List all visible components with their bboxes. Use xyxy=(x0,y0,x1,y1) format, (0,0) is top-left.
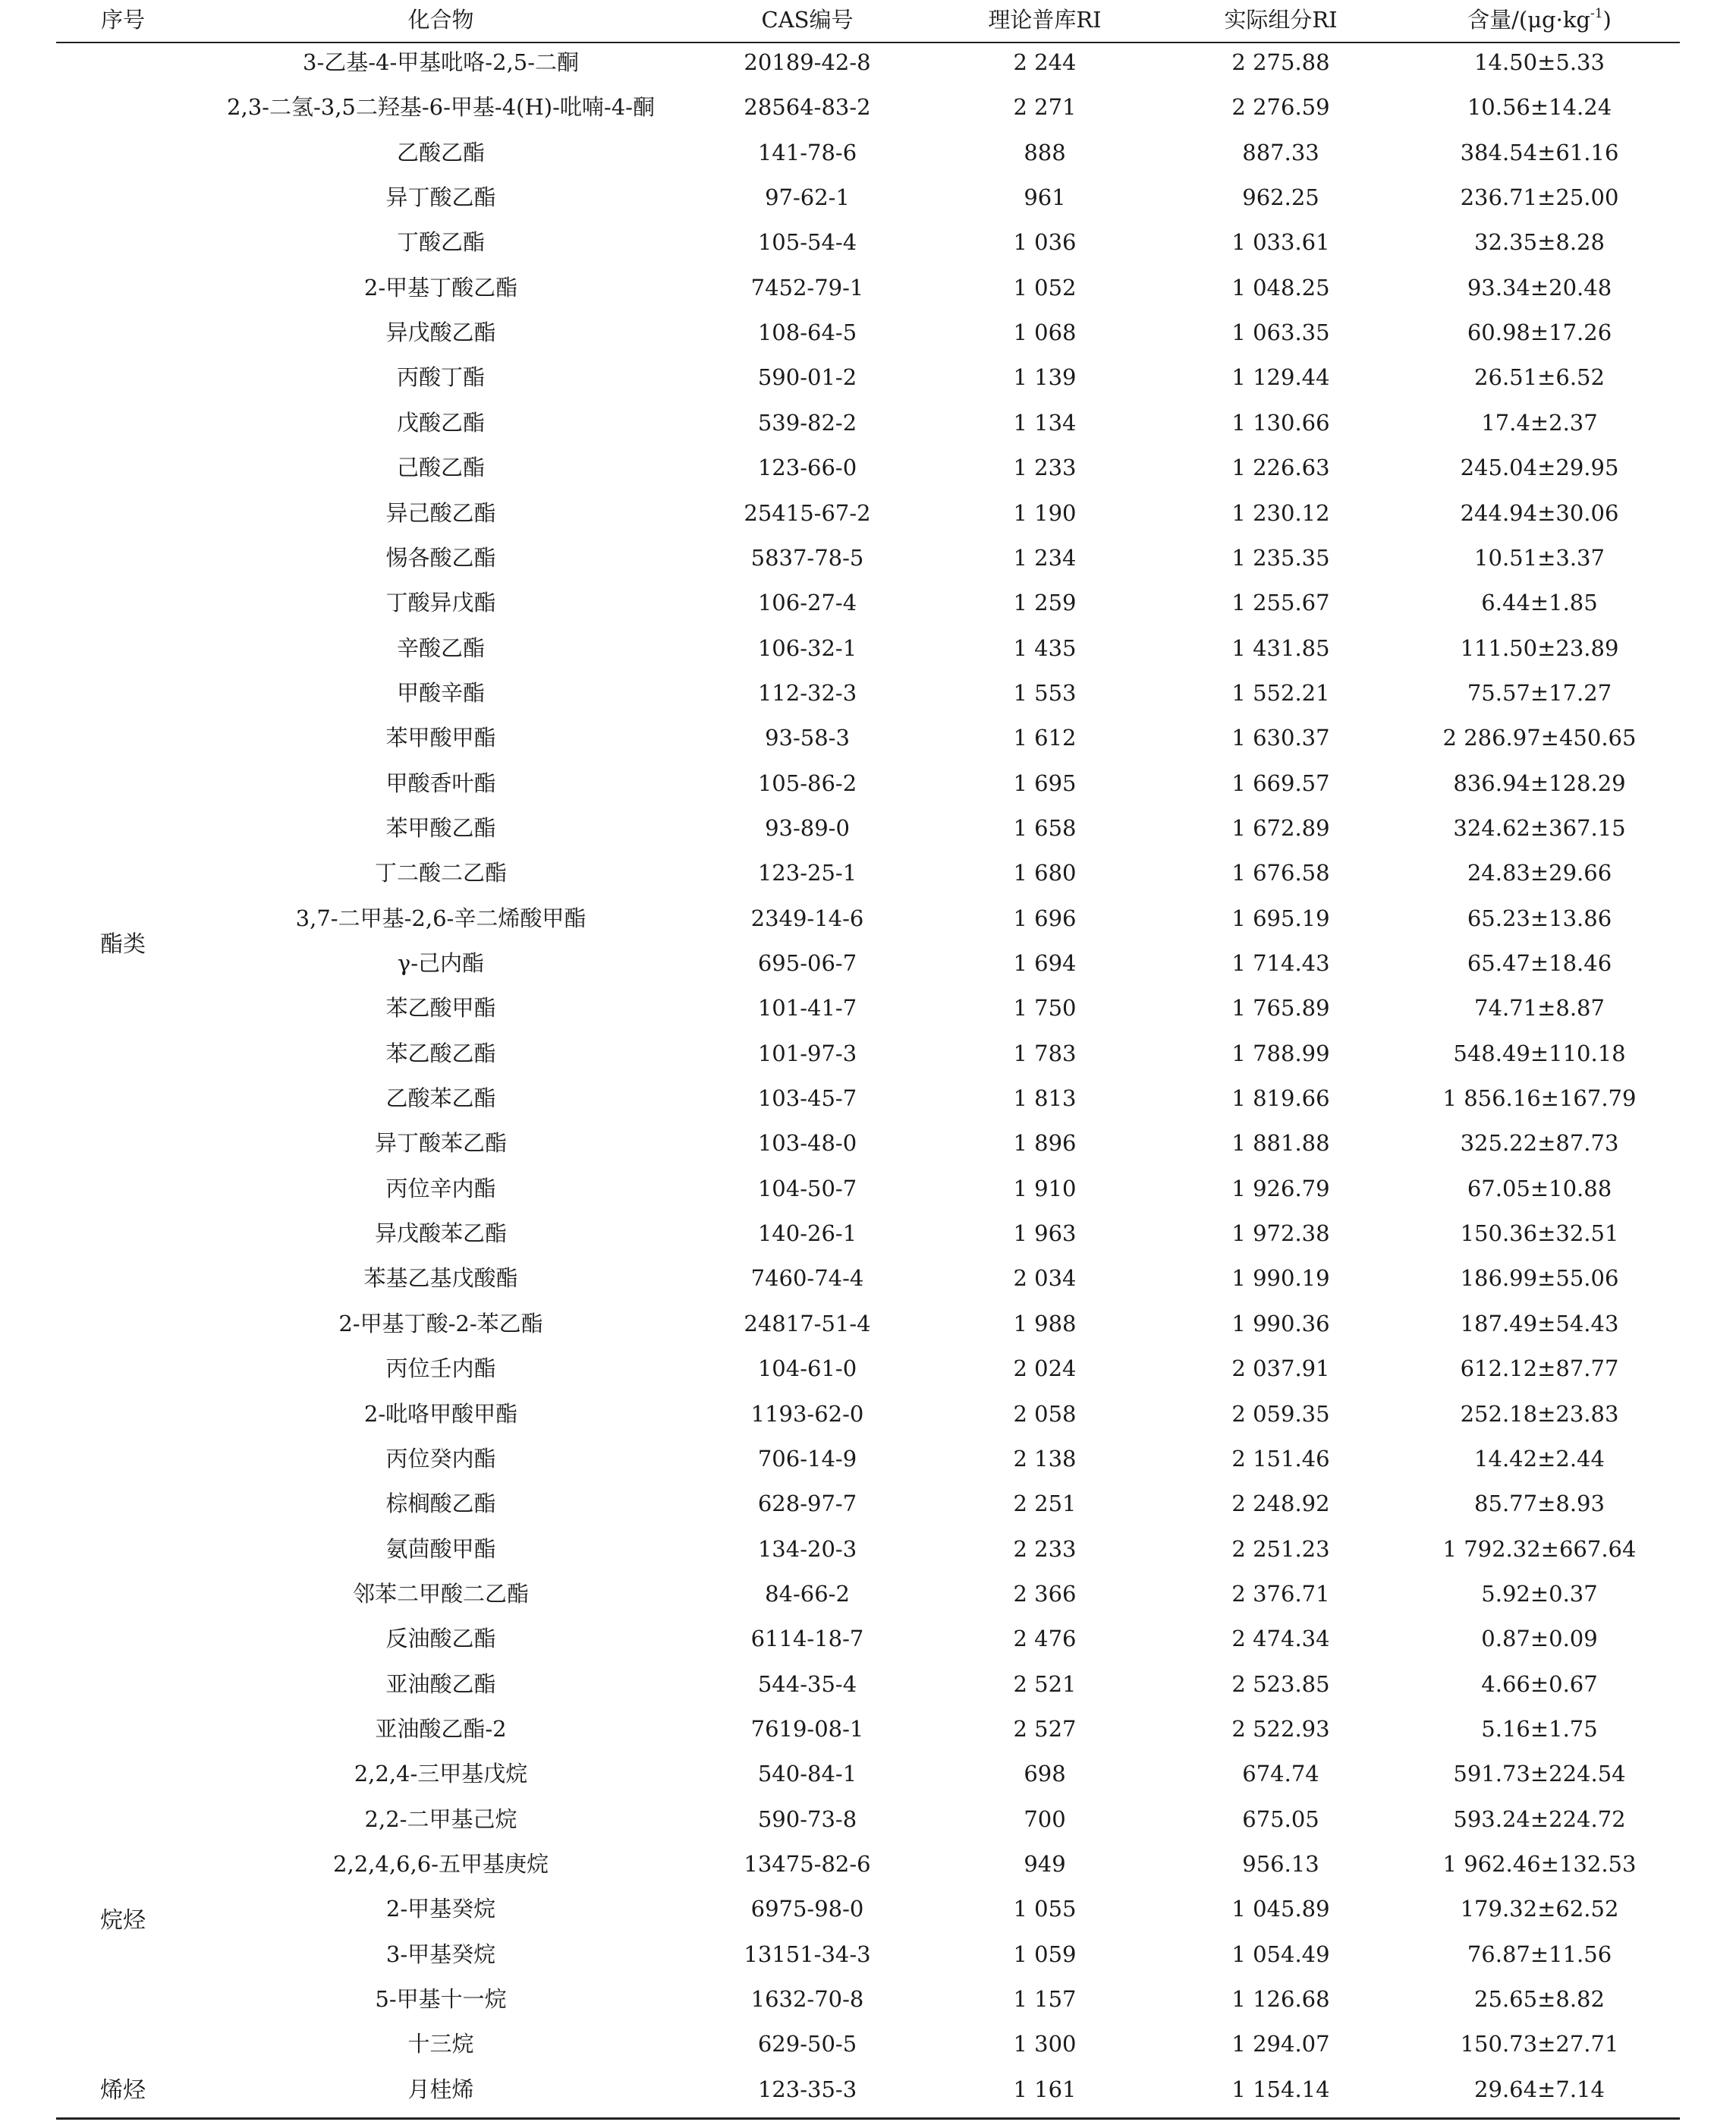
cell-content: 29.64±7.14 xyxy=(1474,2076,1605,2102)
cell-compound: 甲酸香叶酯 xyxy=(385,770,496,796)
cell-ri-meas: 1 033.61 xyxy=(1231,229,1330,255)
cell-cas: 6975-98-0 xyxy=(750,1896,864,1922)
cell-cas: 123-66-0 xyxy=(757,455,857,480)
cell-ri-lib: 1 658 xyxy=(1013,815,1077,841)
cell-compound: 氨茴酸甲酯 xyxy=(385,1536,496,1562)
cell-content: 384.54±61.16 xyxy=(1460,140,1619,165)
cell-ri-lib: 1 036 xyxy=(1013,229,1077,255)
cell-ri-lib: 1 435 xyxy=(1013,635,1077,661)
cell-cas: 106-27-4 xyxy=(757,590,857,615)
cell-ri-meas: 956.13 xyxy=(1242,1851,1319,1877)
cell-compound: 异己酸乙酯 xyxy=(385,500,496,526)
cell-content: 0.87±0.09 xyxy=(1481,1626,1598,1651)
cell-compound: 丙位辛内酯 xyxy=(385,1176,496,1201)
cell-ri-meas: 1 695.19 xyxy=(1231,905,1330,931)
header-seq: 序号 xyxy=(100,7,146,33)
cell-compound: 异戊酸乙酯 xyxy=(385,320,496,345)
cell-cas: 539-82-2 xyxy=(757,410,857,436)
cell-ri-meas: 1 926.79 xyxy=(1231,1176,1330,1201)
cell-ri-meas: 2 275.88 xyxy=(1231,49,1330,75)
cell-cas: 706-14-9 xyxy=(757,1446,857,1472)
cell-ri-lib: 1 963 xyxy=(1013,1220,1077,1246)
cell-ri-lib: 961 xyxy=(1024,184,1066,210)
cell-compound: 丙酸丁酯 xyxy=(396,364,486,390)
cell-compound: 邻苯二甲酸二乙酯 xyxy=(352,1581,530,1607)
cell-ri-meas: 1 226.63 xyxy=(1231,455,1330,480)
cell-compound: 2,3-二氢-3,5二羟基-6-甲基-4(H)-吡喃-4-酮 xyxy=(227,94,655,120)
cell-cas: 7452-79-1 xyxy=(750,275,864,301)
cell-cas: 590-01-2 xyxy=(757,364,857,390)
cell-content: 10.51±3.37 xyxy=(1474,545,1605,571)
cell-cas: 93-89-0 xyxy=(765,815,850,841)
cell-cas: 103-48-0 xyxy=(757,1130,857,1156)
cell-compound: 2-甲基癸烷 xyxy=(385,1896,496,1922)
cell-content: 4.66±0.67 xyxy=(1481,1671,1598,1697)
cell-content: 6.44±1.85 xyxy=(1481,590,1598,615)
cell-ri-meas: 1 235.35 xyxy=(1231,545,1330,571)
cell-cas: 123-25-1 xyxy=(757,860,857,886)
cell-ri-meas: 2 151.46 xyxy=(1231,1446,1330,1472)
cell-content: 612.12±87.77 xyxy=(1460,1355,1619,1381)
cell-cas: 134-20-3 xyxy=(757,1536,857,1562)
cell-ri-meas: 675.05 xyxy=(1242,1806,1319,1832)
group-label-alkanes: 烷烃 xyxy=(100,1907,146,1934)
cell-ri-meas: 1 552.21 xyxy=(1231,680,1330,706)
cell-content: 32.35±8.28 xyxy=(1474,229,1605,255)
cell-content: 65.47±18.46 xyxy=(1467,950,1612,976)
cell-ri-meas: 2 248.92 xyxy=(1231,1491,1330,1516)
cell-cas: 93-58-3 xyxy=(765,725,850,751)
cell-cas: 2349-14-6 xyxy=(750,905,864,931)
cell-ri-lib: 1 059 xyxy=(1013,1941,1077,1967)
cell-compound: 2-甲基丁酸乙酯 xyxy=(363,275,518,301)
cell-ri-meas: 1 819.66 xyxy=(1231,1085,1330,1111)
cell-content: 252.18±23.83 xyxy=(1460,1401,1619,1427)
cell-compound: 异丁酸苯乙酯 xyxy=(374,1130,508,1156)
cell-content: 187.49±54.43 xyxy=(1460,1311,1619,1336)
cell-content: 836.94±128.29 xyxy=(1453,770,1626,796)
cell-cas: 590-73-8 xyxy=(757,1806,857,1832)
cell-content: 93.34±20.48 xyxy=(1467,275,1612,301)
cell-cas: 1193-62-0 xyxy=(750,1401,864,1427)
cell-compound: 月桂烯 xyxy=(407,2076,474,2102)
cell-content: 150.73±27.71 xyxy=(1460,2031,1619,2057)
cell-ri-meas: 1 881.88 xyxy=(1231,1130,1330,1156)
cell-content: 25.65±8.82 xyxy=(1474,1986,1605,2012)
cell-cas: 629-50-5 xyxy=(757,2031,857,2057)
cell-cas: 6114-18-7 xyxy=(750,1626,864,1651)
cell-ri-meas: 887.33 xyxy=(1242,140,1319,165)
cell-compound: 2,2-二甲基己烷 xyxy=(364,1806,517,1832)
cell-ri-lib: 1 052 xyxy=(1013,275,1077,301)
cell-compound: 异戊酸苯乙酯 xyxy=(374,1220,508,1246)
cell-content: 591.73±224.54 xyxy=(1453,1761,1626,1787)
cell-ri-lib: 1 813 xyxy=(1013,1085,1077,1111)
cell-cas: 695-06-7 xyxy=(757,950,857,976)
cell-ri-lib: 2 366 xyxy=(1013,1581,1077,1607)
cell-content: 5.16±1.75 xyxy=(1481,1716,1598,1742)
cell-content: 245.04±29.95 xyxy=(1460,455,1619,480)
cell-compound: 辛酸乙酯 xyxy=(396,635,486,661)
cell-compound: 2,2,4,6,6-五甲基庚烷 xyxy=(333,1851,549,1877)
cell-content: 26.51±6.52 xyxy=(1474,364,1605,390)
cell-content: 179.32±62.52 xyxy=(1460,1896,1619,1922)
cell-ri-meas: 1 230.12 xyxy=(1231,500,1330,526)
cell-content: 74.71±8.87 xyxy=(1474,995,1605,1021)
cell-ri-meas: 1 765.89 xyxy=(1231,995,1330,1021)
cell-ri-lib: 1 553 xyxy=(1013,680,1077,706)
header-ri-measured: 实际组分RI xyxy=(1224,7,1338,33)
cell-ri-meas: 1 990.19 xyxy=(1231,1265,1330,1291)
header-content xyxy=(1467,6,1612,33)
cell-compound: 甲酸辛酯 xyxy=(396,680,486,706)
cell-ri-meas: 2 059.35 xyxy=(1231,1401,1330,1427)
cell-ri-lib: 1 068 xyxy=(1013,320,1077,345)
cell-cas: 7619-08-1 xyxy=(750,1716,864,1742)
cell-content: 5.92±0.37 xyxy=(1481,1581,1598,1607)
cell-content: 60.98±17.26 xyxy=(1467,320,1612,345)
cell-ri-lib: 2 476 xyxy=(1013,1626,1077,1651)
cell-ri-meas: 1 294.07 xyxy=(1231,2031,1330,2057)
header-ri-library: 理论普库RI xyxy=(988,7,1102,33)
group-label-alkenes: 烯烃 xyxy=(100,2077,146,2104)
cell-compound: 3,7-二甲基-2,6-辛二烯酸甲酯 xyxy=(295,905,587,931)
cell-ri-lib: 1 300 xyxy=(1013,2031,1077,2057)
cell-compound: 十三烷 xyxy=(407,2031,474,2057)
cell-ri-meas: 1 672.89 xyxy=(1231,815,1330,841)
cell-ri-lib: 1 896 xyxy=(1013,1130,1077,1156)
cell-compound: 苯乙酸乙酯 xyxy=(385,1040,496,1066)
cell-compound: 丁酸异戊酯 xyxy=(385,590,496,615)
cell-ri-lib: 2 138 xyxy=(1013,1446,1077,1472)
cell-cas: 104-61-0 xyxy=(757,1355,857,1381)
cell-cas: 123-35-3 xyxy=(757,2076,857,2102)
cell-ri-meas: 1 045.89 xyxy=(1231,1896,1330,1922)
cell-ri-lib: 1 233 xyxy=(1013,455,1077,480)
cell-ri-lib: 2 271 xyxy=(1013,94,1077,120)
cell-content: 244.94±30.06 xyxy=(1460,500,1619,526)
cell-ri-meas: 1 130.66 xyxy=(1231,410,1330,436)
cell-content: 14.50±5.33 xyxy=(1474,49,1605,75)
cell-ri-meas: 1 788.99 xyxy=(1231,1040,1330,1066)
cell-content: 1 962.46±132.53 xyxy=(1442,1851,1637,1877)
cell-compound: 棕榈酸乙酯 xyxy=(385,1491,496,1516)
cell-content: 1 792.32±667.64 xyxy=(1442,1536,1637,1562)
cell-ri-lib: 1 988 xyxy=(1013,1311,1077,1336)
compound-table xyxy=(56,0,1680,2125)
cell-ri-meas: 1 126.68 xyxy=(1231,1986,1330,2012)
cell-ri-lib: 1 680 xyxy=(1013,860,1077,886)
cell-ri-meas: 2 522.93 xyxy=(1231,1716,1330,1742)
header-cas: CAS编号 xyxy=(761,7,854,33)
cell-ri-lib: 2 233 xyxy=(1013,1536,1077,1562)
cell-ri-lib: 1 695 xyxy=(1013,770,1077,796)
cell-compound: 己酸乙酯 xyxy=(396,455,486,480)
cell-ri-lib: 1 910 xyxy=(1013,1176,1077,1201)
cell-content: 14.42±2.44 xyxy=(1474,1446,1605,1472)
header-content-main: 含量/(μg·kg xyxy=(1467,7,1590,33)
cell-content: 186.99±55.06 xyxy=(1460,1265,1619,1291)
cell-ri-lib: 2 244 xyxy=(1013,49,1077,75)
cell-ri-lib: 1 190 xyxy=(1013,500,1077,526)
cell-content: 548.49±110.18 xyxy=(1453,1040,1626,1066)
cell-ri-meas: 2 474.34 xyxy=(1231,1626,1330,1651)
cell-ri-lib: 1 783 xyxy=(1013,1040,1077,1066)
cell-content: 111.50±23.89 xyxy=(1460,635,1619,661)
cell-ri-meas: 1 255.67 xyxy=(1231,590,1330,615)
cell-cas: 25415-67-2 xyxy=(744,500,871,526)
cell-ri-meas: 2 523.85 xyxy=(1231,1671,1330,1697)
header-compound: 化合物 xyxy=(407,7,474,33)
cell-ri-lib: 2 034 xyxy=(1013,1265,1077,1291)
cell-cas: 101-41-7 xyxy=(757,995,857,1021)
cell-compound: 戊酸乙酯 xyxy=(396,410,486,436)
cell-cas: 141-78-6 xyxy=(757,140,857,165)
cell-ri-lib: 1 694 xyxy=(1013,950,1077,976)
cell-ri-lib: 1 139 xyxy=(1013,364,1077,390)
cell-ri-lib: 1 612 xyxy=(1013,725,1077,751)
cell-cas: 112-32-3 xyxy=(757,680,857,706)
cell-ri-lib: 2 024 xyxy=(1013,1355,1077,1381)
cell-ri-meas: 1 630.37 xyxy=(1231,725,1330,751)
cell-cas: 101-97-3 xyxy=(757,1040,857,1066)
cell-cas: 5837-78-5 xyxy=(750,545,864,571)
cell-ri-lib: 1 259 xyxy=(1013,590,1077,615)
cell-ri-meas: 1 990.36 xyxy=(1231,1311,1330,1336)
cell-ri-meas: 1 063.35 xyxy=(1231,320,1330,345)
cell-ri-lib: 1 161 xyxy=(1013,2076,1077,2102)
header-content-end: ) xyxy=(1602,7,1612,33)
cell-content: 67.05±10.88 xyxy=(1467,1176,1612,1201)
cell-compound: 苯乙酸甲酯 xyxy=(385,995,496,1021)
cell-ri-meas: 1 054.49 xyxy=(1231,1941,1330,1967)
cell-cas: 628-97-7 xyxy=(757,1491,857,1516)
cell-compound: 丙位壬内酯 xyxy=(385,1355,496,1381)
cell-cas: 28564-83-2 xyxy=(744,94,871,120)
header-content-sup: -1 xyxy=(1590,6,1603,21)
cell-content: 65.23±13.86 xyxy=(1467,905,1612,931)
cell-cas: 105-86-2 xyxy=(757,770,857,796)
cell-ri-lib: 1 055 xyxy=(1013,1896,1077,1922)
cell-content: 2 286.97±450.65 xyxy=(1442,725,1637,751)
cell-cas: 20189-42-8 xyxy=(744,49,871,75)
cell-ri-lib: 1 157 xyxy=(1013,1986,1077,2012)
cell-ri-meas: 2 037.91 xyxy=(1231,1355,1330,1381)
cell-compound: 5-甲基十一烷 xyxy=(375,1986,507,2012)
cell-compound: 反油酸乙酯 xyxy=(385,1626,496,1651)
cell-compound: 惕各酸乙酯 xyxy=(385,545,496,571)
cell-ri-meas: 2 251.23 xyxy=(1231,1536,1330,1562)
bottom-rule xyxy=(56,2117,1680,2120)
group-label-esters: 酯类 xyxy=(100,931,146,958)
cell-compound: 乙酸乙酯 xyxy=(396,140,486,165)
cell-compound: 2,2,4-三甲基戊烷 xyxy=(354,1761,528,1787)
cell-ri-meas: 2 276.59 xyxy=(1231,94,1330,120)
cell-cas: 13151-34-3 xyxy=(744,1941,871,1967)
cell-compound: 丁二酸二乙酯 xyxy=(374,860,508,886)
cell-compound: 3-甲基癸烷 xyxy=(385,1941,496,1967)
cell-compound: 苯甲酸乙酯 xyxy=(385,815,496,841)
cell-compound: γ-己内酯 xyxy=(397,950,485,976)
cell-cas: 97-62-1 xyxy=(765,184,850,210)
cell-cas: 24817-51-4 xyxy=(744,1311,871,1336)
cell-ri-meas: 1 676.58 xyxy=(1231,860,1330,886)
cell-content: 85.77±8.93 xyxy=(1474,1491,1605,1516)
cell-content: 593.24±224.72 xyxy=(1453,1806,1626,1832)
cell-cas: 106-32-1 xyxy=(757,635,857,661)
cell-ri-lib: 888 xyxy=(1024,140,1066,165)
top-rule xyxy=(56,42,1680,43)
cell-content: 76.87±11.56 xyxy=(1467,1941,1612,1967)
cell-cas: 140-26-1 xyxy=(757,1220,857,1246)
cell-ri-meas: 2 376.71 xyxy=(1231,1581,1330,1607)
cell-compound: 亚油酸乙酯 xyxy=(385,1671,496,1697)
cell-compound: 乙酸苯乙酯 xyxy=(385,1085,496,1111)
cell-compound: 苯甲酸甲酯 xyxy=(385,725,496,751)
cell-cas: 13475-82-6 xyxy=(744,1851,871,1877)
cell-content: 24.83±29.66 xyxy=(1467,860,1612,886)
cell-cas: 540-84-1 xyxy=(757,1761,857,1787)
cell-ri-lib: 700 xyxy=(1024,1806,1066,1832)
table-header xyxy=(56,0,1680,39)
cell-cas: 544-35-4 xyxy=(757,1671,857,1697)
cell-cas: 103-45-7 xyxy=(757,1085,857,1111)
cell-ri-lib: 949 xyxy=(1024,1851,1066,1877)
cell-cas: 108-64-5 xyxy=(757,320,857,345)
cell-ri-lib: 1 234 xyxy=(1013,545,1077,571)
cell-compound: 亚油酸乙酯-2 xyxy=(375,1716,507,1742)
cell-ri-meas: 1 714.43 xyxy=(1231,950,1330,976)
cell-ri-lib: 2 521 xyxy=(1013,1671,1077,1697)
cell-compound: 异丁酸乙酯 xyxy=(385,184,496,210)
cell-cas: 1632-70-8 xyxy=(750,1986,864,2012)
cell-cas: 84-66-2 xyxy=(765,1581,850,1607)
cell-ri-meas: 1 669.57 xyxy=(1231,770,1330,796)
cell-compound: 丁酸乙酯 xyxy=(396,229,486,255)
cell-ri-meas: 1 129.44 xyxy=(1231,364,1330,390)
cell-cas: 7460-74-4 xyxy=(750,1265,864,1291)
cell-ri-meas: 1 154.14 xyxy=(1231,2076,1330,2102)
cell-content: 17.4±2.37 xyxy=(1481,410,1598,436)
cell-ri-meas: 674.74 xyxy=(1242,1761,1319,1787)
cell-compound: 2-甲基丁酸-2-苯乙酯 xyxy=(338,1311,543,1336)
cell-ri-lib: 2 058 xyxy=(1013,1401,1077,1427)
cell-ri-lib: 2 251 xyxy=(1013,1491,1077,1516)
cell-ri-meas: 962.25 xyxy=(1242,184,1319,210)
cell-compound: 苯基乙基戊酸酯 xyxy=(363,1265,518,1291)
cell-content: 75.57±17.27 xyxy=(1467,680,1612,706)
cell-ri-meas: 1 431.85 xyxy=(1231,635,1330,661)
cell-ri-lib: 1 750 xyxy=(1013,995,1077,1021)
cell-ri-lib: 2 527 xyxy=(1013,1716,1077,1742)
cell-cas: 104-50-7 xyxy=(757,1176,857,1201)
cell-content: 324.62±367.15 xyxy=(1453,815,1626,841)
cell-ri-lib: 698 xyxy=(1024,1761,1066,1787)
cell-ri-meas: 1 048.25 xyxy=(1231,275,1330,301)
cell-content: 10.56±14.24 xyxy=(1467,94,1612,120)
cell-content: 236.71±25.00 xyxy=(1460,184,1619,210)
cell-ri-meas: 1 972.38 xyxy=(1231,1220,1330,1246)
cell-content: 1 856.16±167.79 xyxy=(1442,1085,1637,1111)
cell-cas: 105-54-4 xyxy=(757,229,857,255)
cell-compound: 丙位癸内酯 xyxy=(385,1446,496,1472)
cell-ri-lib: 1 696 xyxy=(1013,905,1077,931)
cell-compound: 3-乙基-4-甲基吡咯-2,5-二酮 xyxy=(302,49,580,75)
cell-content: 325.22±87.73 xyxy=(1460,1130,1619,1156)
cell-compound: 2-吡咯甲酸甲酯 xyxy=(363,1401,518,1427)
cell-ri-lib: 1 134 xyxy=(1013,410,1077,436)
cell-content: 150.36±32.51 xyxy=(1460,1220,1619,1246)
